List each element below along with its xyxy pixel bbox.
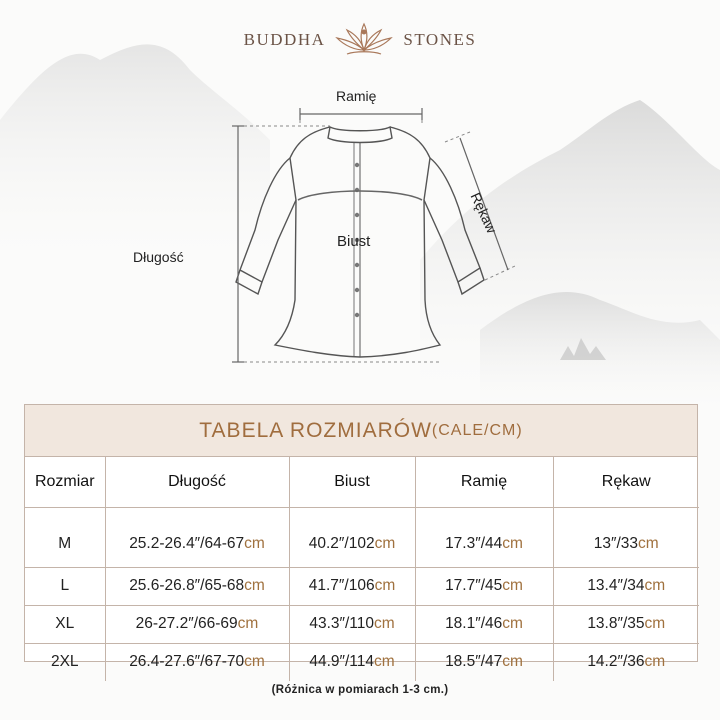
cell-bust: 44.9″/114cm bbox=[289, 643, 415, 681]
shirt-right-sleeve bbox=[424, 158, 480, 282]
brand-name-left: BUDDHA bbox=[243, 30, 326, 49]
table-row bbox=[25, 567, 699, 605]
cell-shoulder: 18.5″/47cm bbox=[415, 643, 553, 681]
table-row bbox=[25, 507, 699, 567]
brand-name-right: STONES bbox=[403, 30, 477, 49]
cell-size: 2XL bbox=[25, 643, 105, 681]
cell-sleeve: 13″/33cm bbox=[553, 507, 699, 567]
shirt-measurement-diagram bbox=[0, 70, 720, 390]
label-bust: Biust bbox=[337, 233, 371, 250]
cell-size: XL bbox=[25, 605, 105, 643]
label-length: Długość bbox=[133, 249, 184, 265]
measurement-footnote: (Różnica w pomiarach 1-3 cm.) bbox=[271, 684, 449, 696]
cell-shoulder: 17.3″/44cm bbox=[415, 507, 553, 567]
shirt-left-sleeve bbox=[240, 158, 296, 282]
cell-sleeve: 13.8″/35cm bbox=[553, 605, 699, 643]
header-length: Długość bbox=[105, 457, 289, 507]
brand-header bbox=[0, 18, 720, 62]
table-row bbox=[25, 605, 699, 643]
header-bust: Biust bbox=[289, 457, 415, 507]
label-shoulder: Ramię bbox=[336, 88, 377, 104]
size-chart-title-unit: (CALE/CM) bbox=[431, 421, 523, 439]
shirt-collar bbox=[328, 127, 392, 143]
cell-size: M bbox=[25, 507, 105, 567]
cell-bust: 41.7″/106cm bbox=[289, 567, 415, 605]
size-chart-title-main: TABELA ROZMIARÓW bbox=[199, 418, 432, 442]
cell-sleeve: 14.2″/36cm bbox=[587, 653, 666, 671]
cell-sleeve: 13.4″/34cm bbox=[553, 567, 699, 605]
cell-shoulder: 18.1″/46cm bbox=[415, 605, 553, 643]
cell-size: L bbox=[25, 567, 105, 605]
lotus-meditation-logo-icon bbox=[333, 20, 395, 60]
cell-shoulder: 17.7″/45cm bbox=[415, 567, 553, 605]
cell-length: 26-27.2″/66-69cm bbox=[105, 605, 289, 643]
header-sleeve: Rękaw bbox=[553, 457, 699, 507]
header-size: Rozmiar bbox=[25, 457, 105, 507]
cell-length: 26.4-27.6″/67-70cm bbox=[105, 643, 289, 681]
table-row bbox=[25, 643, 699, 681]
header-shoulder: Ramię bbox=[415, 457, 553, 507]
size-chart-title bbox=[25, 405, 697, 457]
cell-length: 25.2-26.4″/64-67cm bbox=[105, 507, 289, 567]
cell-bust: 43.3″/110cm bbox=[289, 605, 415, 643]
size-table bbox=[25, 457, 699, 681]
table-header-row bbox=[25, 457, 699, 507]
cell-length: 25.6-26.8″/65-68cm bbox=[105, 567, 289, 605]
label-sleeve: Rękaw bbox=[467, 190, 501, 236]
size-chart-table bbox=[24, 404, 698, 671]
cell-bust: 40.2″/102cm bbox=[289, 507, 415, 567]
